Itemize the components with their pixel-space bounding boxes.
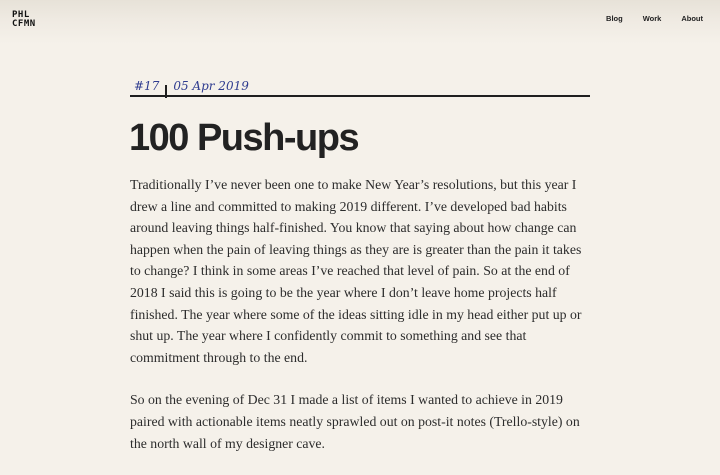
post-body (130, 174, 592, 475)
nav-link-about[interactable]: About (681, 14, 703, 23)
post-date: 05 Apr 2019 (173, 79, 249, 93)
logo-line-1: PHL (12, 10, 30, 20)
post-title: 100 Push-ups (129, 117, 359, 159)
post-paragraph: Traditionally I’ve never been one to make New Year’s resolutions, but this year I drew a line and committed to making 2019 different. I’ve developed bad habits around leaving things half-finished. You know that saying about how change can happen when the pain of leaving things as they are is greater than the pain it takes to change? I think in some areas I’ve reached that level of pain. So at the end of 2018 I said this is going to be the year where I don’t leave home projects half finished. The year where some of the ideas sitting idle in my head either put up or shut up. The year where I confidently commit to something and see that commitment through to the end. (130, 177, 582, 365)
logo-line-2: CFMN (12, 19, 36, 29)
nav-link-work[interactable]: Work (642, 14, 662, 23)
post-number: #17 (134, 79, 160, 93)
post-paragraph: So on the evening of Dec 31 I made a list of items I wanted to achieve in 2019 paired with actionable items neatly sprawled out on post-it notes (Trello-style) on the north wall of my designer cave. (130, 392, 580, 451)
site-header (0, 0, 720, 44)
nav-link-blog[interactable]: Blog (606, 14, 623, 23)
title-divider (130, 95, 590, 97)
main-nav (606, 14, 703, 23)
site-logo[interactable] (12, 11, 36, 29)
post-meta (134, 79, 249, 93)
